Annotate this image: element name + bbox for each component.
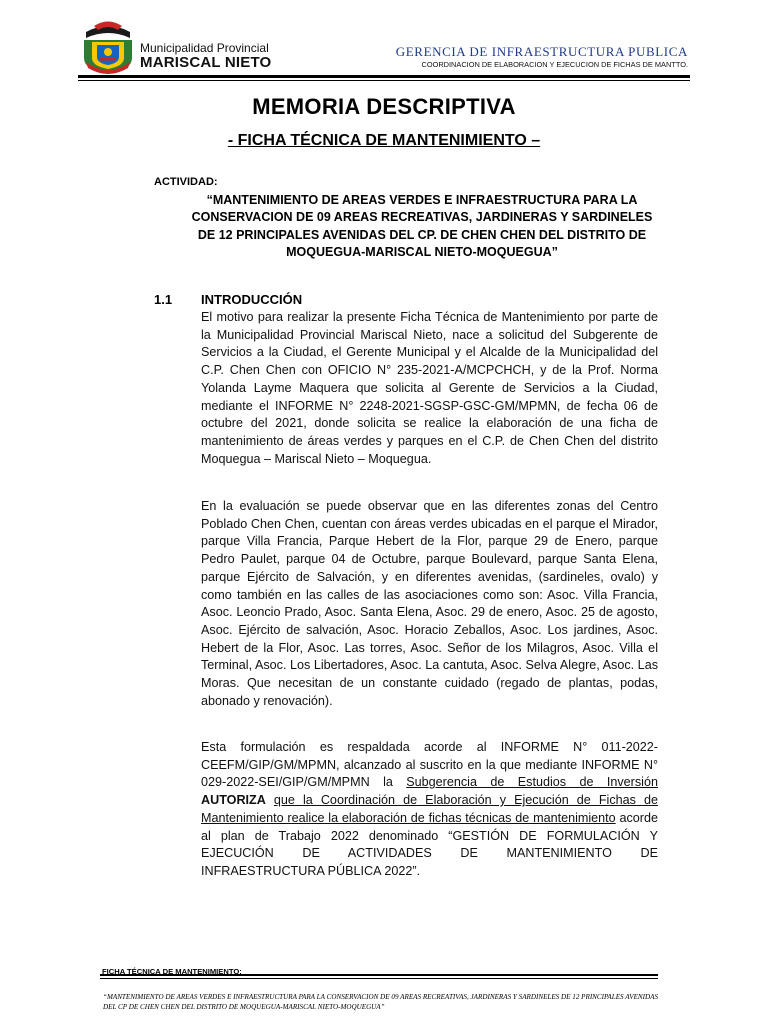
footer-divider — [100, 974, 658, 976]
header-divider — [78, 75, 690, 78]
document-title: MEMORIA DESCRIPTIVA — [252, 94, 516, 119]
municipality-name — [140, 42, 271, 70]
header-divider-thin — [78, 80, 690, 81]
p3-text-1: Esta formulación es respaldada acorde al INFORME N° 011-2022-CEEFM/GIP/GM/MPMN, alcanzado al suscrito en la que mediante INFORME N° 029-2022-SEI/GIP/GM/MPMN la — [201, 740, 658, 790]
document-subtitle — [0, 132, 768, 150]
activity-label: ACTIVIDAD: — [154, 176, 218, 188]
p3-space-2 — [266, 793, 274, 807]
p3-text-2: acorde al plan de Trabajo 2022 denominado “GESTIÓN DE FORMULACIÓN Y EJECUCIÓN DE ACTIVIDADES DE MANTENIMIENTO DE INFRAESTRUCTURA PÚBLICA 2022”. — [201, 810, 658, 878]
section-number: 1.1 — [154, 292, 173, 307]
municipality-line2: MARISCAL NIETO — [140, 54, 272, 71]
footer-activity-text: “MANTENIMIENTO DE AREAS VERDES E INFRAESTRUCTURA PARA LA CONSERVACION DE 09 AREAS RECREATIVAS, JARDINERAS Y SARDINELES DE 12 PRINCIPALES AVENIDAS DEL CP DE CHEN CHEN DEL DISTRITO DE MOQUEGUA-MARISCAL NIETO-MOQUEGUA” — [103, 993, 658, 1011]
document-subtitle-text: - FICHA TÉCNICA DE MANTENIMIENTO – — [227, 132, 541, 149]
section-title: INTRODUCCIÓN — [201, 292, 303, 307]
municipal-coat-of-arms-icon — [80, 18, 136, 76]
p3-bold-autoriza: AUTORIZA — [201, 793, 266, 808]
activity-text: “MANTENIMIENTO DE AREAS VERDES E INFRAESTRUCTURA PARA LA CONSERVACION DE 09 AREAS RECREATIVAS, JARDINERAS Y SARDINELES DE 12 PRINCIPALES AVENIDAS DEL CP. DE CHEN CHEN DEL DISTRITO DE MOQUEGUA-MARISCAL NIETO-MOQUEGUA” — [191, 193, 653, 260]
municipality-line1: Municipalidad Provincial — [140, 41, 269, 55]
intro-paragraph-3 — [201, 739, 658, 881]
p3-underlined-subgerencia: Subgerencia de Estudios de Inversión — [406, 775, 658, 790]
footer-label: FICHA TÉCNICA DE MANTENIMIENTO: — [102, 967, 242, 976]
coordinacion-subheading: COORDINACION DE ELABORACION Y EJECUCION DE FICHAS DE MANTTO. — [421, 60, 688, 69]
gerencia-heading: GERENCIA DE INFRAESTRUCTURA PUBLICA — [395, 44, 688, 59]
p3-underlined-coordinacion: que la Coordinación de Elaboración y Ejecución de Fichas de Mantenimiento realice la elaboración de fichas técnicas de mantenimiento — [201, 793, 658, 825]
intro-paragraph-1: El motivo para realizar la presente Ficha Técnica de Mantenimiento por parte de la Municipalidad Provincial Mariscal Nieto, nace a solicitud del Subgerente de Servicios a la Ciudad, el Gerente Municipal y el Alcalde de la Municipalidad del C.P. Chen Chen con OFICIO N° 235-2021-A/MCPCHCH, y de la Prof. Norma Yolanda Layme Maquera que solicita al Gerente de Servicios a la Ciudad, mediante el INFORME N° 2248-2021-SGSP-GSC-GM/MPMN, de fecha 06 de octubre del 2021, donde solicita se realice la elaboración de una ficha de mantenimiento de áreas verdes y parques en el C.P. de Chen Chen del distrito Moquegua – Mariscal Nieto – Moquegua. — [201, 310, 658, 466]
intro-paragraph-2: En la evaluación se puede observar que en las diferentes zonas del Centro Poblado Chen Chen, cuentan con áreas verdes ubicadas en el parque el Mirador, parque Villa Francia, Parque Hebert de la Flor, parque 29 de Enero, parque Pedro Paulet, parque 04 de Octubre, parque Boulevard, parque Santa Elena, parque Ejército de Salvación, y en diferentes avenidas, (sardineles, ovalo) y como también en las calles de las asociaciones como son: Asoc. Villa Francia, Asoc. Leoncio Prado, Asoc. Santa Elena, Asoc. 29 de enero, Asoc. 25 de agosto, Asoc. Ejército de salvación, Asoc. Horacio Zeballos, Asoc. Los jardines, Asoc. Hebert de la Flor, Asoc. Las torres, Asoc. Señor de los Milagros, Asoc. Villa el Terminal, Asoc. Los Libertadores, Asoc. La cantuta, Asoc. Selva Alegre, Asoc. Las Moras. Que necesitan de un constante cuidado (regado de plantas, podas, abonado y renovación). — [201, 499, 658, 708]
footer-divider-thin — [100, 978, 658, 979]
